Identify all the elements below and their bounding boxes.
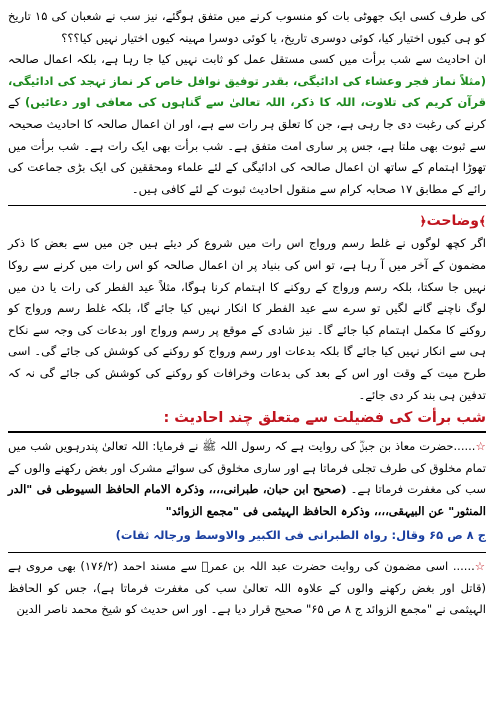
hadith-muadh xyxy=(8,436,486,522)
hadith-ibn-umar-lead: ...... اسی مضمون کی روایت حضرت عبد اللہ بن عمرؓ سے مسند احمد (۱۷۶/۲) بھی مروی ہے xyxy=(8,559,475,574)
paragraph-intro: کی طرف کسی ایک جھوٹی بات کو منسوب کرنے میں متفق ہوگئے، نیز سب نے شعبان کی ۱۵ تاریخ کو ہی کیوں اختیار کیا، کوئی دوسری تاریخ، یا کوئی دوسرا مہینہ کیوں اختیار نہیں کیا؟؟؟ xyxy=(8,9,487,45)
section-heading: شب برأت کی فضیلت سے متعلق چند احادیث : xyxy=(8,406,486,433)
paragraph-ahadith-end: کے کرنے کی رغبت دی جا رہی ہے، جن کا تعلق ہر رات سے ہے، اور ان اعمال صالحہ کا احادیث صحیحہ سے ثبوت بھی ملتا ہے، جس پر ساری امت متفق ہے۔ شب برأت بھی ایک رات ہے۔ شب برأت میں تھوڑا اہتمام کے ساتھ ان اعمال صالحہ کی ادائیگی کے لئے علماء ومحققین کی ایک بڑی جماعت کی رائے کے مطابق ۱۷ صحابہ کرام سے منقول احادیث ثبوت کے لئے کافی ہیں۔ xyxy=(8,95,486,196)
wazahat-label: وضاحت xyxy=(426,213,479,230)
ornament-icon: ﴾ xyxy=(478,214,486,229)
wazahat-heading xyxy=(8,209,486,233)
paragraph-ahadith-start: ان احادیث سے شب برأت میں کسی مستقل عمل کو ثابت نہیں کیا جا رہا ہے، بلکہ اعمال صالحہ xyxy=(8,52,486,67)
paragraph-wazahat: اگر کچھ لوگوں نے غلط رسم ورواج اس رات میں شروع کر دیئے ہیں جن میں سے بعض کا ذکر مضمون کے آخر میں آ رہا ہے، تو اس کی بنیاد پر ان اعمال صالحہ کو اس رات میں کرنے سے روکا نہیں جا سکتا، بلکہ رسم ورواج کے روکنے کا اہتمام کرنا ہوگا، مثلاً عید الفطر کی رات یا دن میں لوگ ناچنے گانے لگیں تو سرے سے عید الفطر کا انکار نہیں کیا جائے گا، بلکہ غلط رسم ورواج کو روکنے کا مکمل اہتمام کیا جائے گا۔ نیز شادی کے موقع پر رسم ورواج اور بدعات کی وجہ سے نکاح ہی سے انکار نہیں کیا جائے گا بلکہ بدعات اور رسم ورواج کو روکنے کی کوشش کی جائے گی۔ اسی طرح میت کے وقت اور اس کے بعد کی بدعات وخرافات کو روکنے کی کوشش کی جائے گی نہ کہ تدفین ہی بند کر دی جائے۔ xyxy=(8,236,486,402)
hadith-ibn-umar xyxy=(8,556,486,621)
hadith-muadh-reference-cont: ج ۸ ص ۶۵ وقال: رواہ الطبرانی فی الکبیر والاوسط ورجالہ ثقات) xyxy=(115,528,486,543)
hadith-muadh-reference: (صحیح ابن حبان، طبرانی،،،، وذکرہ الامام الحافظ السیوطی فی "الدر المنثور" عن البیہقی،،،، وذکرہ الحافظ الہیثمی فی "مجمع الزوائد" xyxy=(8,482,486,518)
divider xyxy=(8,552,486,553)
hadith-muadh-text: اللہ تعالیٰ پندرہویں شب میں تمام مخلوق کی طرف تجلی فرماتا ہے اور ساری مخلوق کی سوائے مشرک اور بغض رکھنے والوں کے سب کی مغفرت فرماتا ہے۔ xyxy=(8,439,486,497)
star-icon: ☆ xyxy=(475,439,487,454)
paragraph-ahadith xyxy=(8,49,486,200)
star-icon: ☆ xyxy=(474,559,487,574)
hadith-ibn-umar-text: (قاتل اور بغض رکھنے والوں کے علاوہ اللہ تعالیٰ سب کی مغفرت فرماتا ہے)، جس کو الحافظ الہیثمی نے "مجمع الزوائد ج ۸ ص ۶۵" صحیح قرار دیا ہے۔ اور اس حدیث کو شیخ محمد ناصر الدین xyxy=(8,580,486,617)
hadith-muadh-lead: ......حضرت معاذ بن جبلؓ کی روایت ہے کہ رسول اللہ ﷺ نے فرمایا: xyxy=(152,439,476,454)
divider xyxy=(8,205,486,206)
good-deeds-list: (مثلاً نماز فجر وعشاء کی ادائیگی، بقدر توفیق نوافل خاص کر نماز تہجد کی ادائیگی، قرآن کریم کی تلاوت، اللہ کا ذکر، اللہ تعالیٰ سے گناہوں کی معافی اور دعائیں) xyxy=(8,73,486,110)
ornament-icon: ﴿ xyxy=(419,214,427,229)
